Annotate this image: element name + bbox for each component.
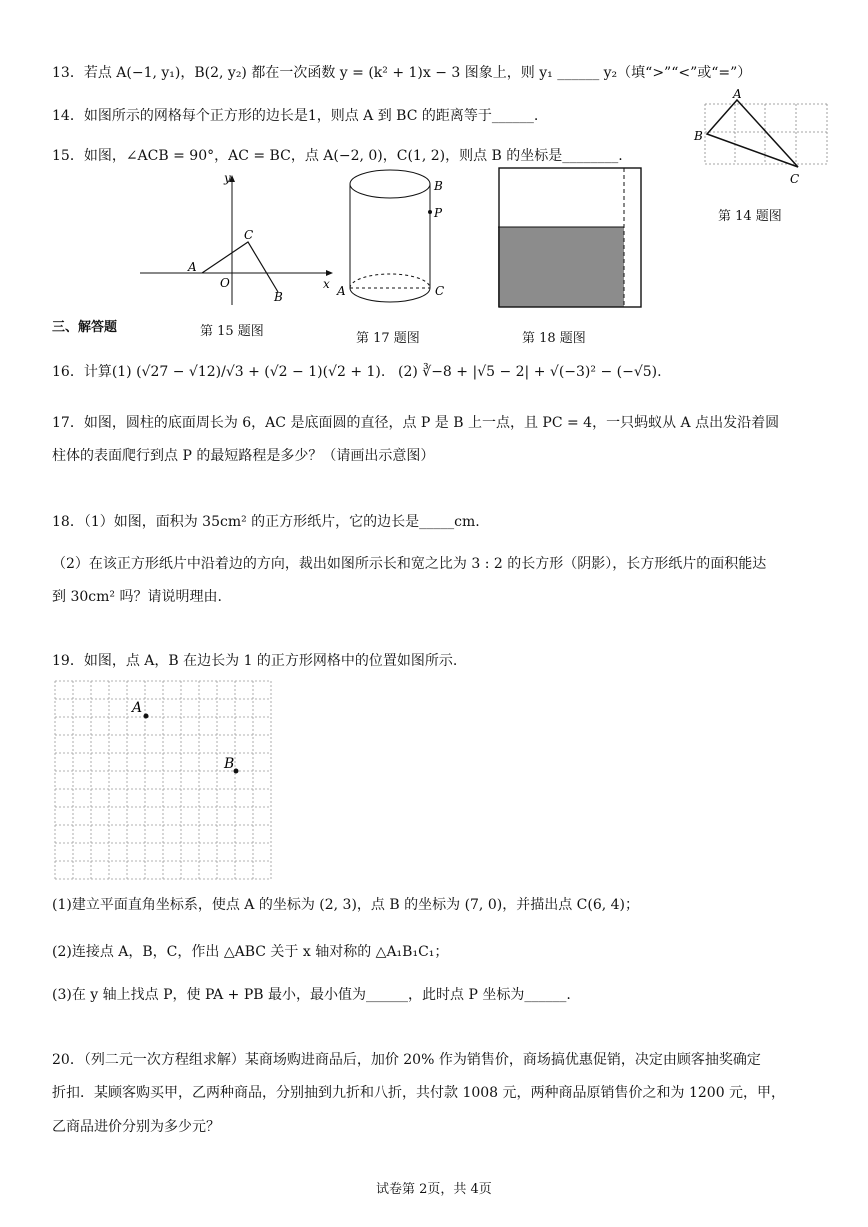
question-13: 13．若点 A(−1, y₁)，B(2, y₂) 都在一次函数 y = (k² + 1)x − 3 图象上，则 y₁ ______ y₂（填“>”“<”或“=”） <box>52 65 752 81</box>
question-18-line1: 18．（1）如图，面积为 35cm² 的正方形纸片，它的边长是_____cm. <box>52 514 480 530</box>
question-18-line3: 到 30cm² 吗？请说明理由. <box>52 589 222 605</box>
question-19-part1: (1)建立平面直角坐标系，使点 A 的坐标为 (2, 3)，点 B 的坐标为 (7, 0)，并描出点 C(6, 4)； <box>52 897 640 913</box>
question-20-line3: 乙商品进价分别为多少元？ <box>52 1119 220 1135</box>
figure-17 <box>335 162 455 312</box>
figure-19-grid <box>54 680 276 880</box>
question-19: 19．如图，点 A，B 在边长为 1 的正方形网格中的位置如图所示. <box>52 653 458 669</box>
question-16-part2: (2) ∛−8 + |√5 − 2| + √(−3)² − (−√5). <box>398 364 662 380</box>
figure-14-caption: 第 14 题图 <box>718 209 782 224</box>
point-c-label: C <box>435 284 445 298</box>
axis-x-label: x <box>323 277 330 291</box>
origin-label: O <box>220 276 230 290</box>
point-b-label: B <box>694 129 703 143</box>
question-19-part2: (2)连接点 A，B，C，作出 △ABC 关于 x 轴对称的 △A₁B₁C₁； <box>52 944 449 960</box>
point-b-label: B <box>434 179 443 193</box>
section-heading: 三、解答题 <box>52 320 118 335</box>
question-16-part1: 16．计算(1) (√27 − √12)/√3 + (√2 − 1)(√2 + 1). <box>52 364 386 380</box>
point-b-label: B <box>224 756 235 772</box>
figure-15 <box>140 170 340 310</box>
question-19-part3: (3)在 y 轴上找点 P，使 PA + PB 最小，最小值为______，此时点 P 坐标为______. <box>52 987 571 1003</box>
figure-18 <box>498 167 643 309</box>
question-20-line1: 20．（列二元一次方程组求解）某商场购进商品后，加价 20% 作为销售价，商场搞优惠促销，决定由顾客抽奖确定 <box>52 1052 761 1068</box>
question-20-line2: 折扣．某顾客购买甲，乙两种商品，分别抽到九折和八折，共付款 1008 元，两种商品原销售价之和为 1200 元，甲， <box>52 1085 786 1101</box>
figure-18-caption: 第 18 题图 <box>522 331 586 346</box>
segment-acb <box>202 242 278 292</box>
figure-15-caption: 第 15 题图 <box>200 324 264 339</box>
question-14: 14．如图所示的网格每个正方形的边长是1，则点 A 到 BC 的距离等于______. <box>52 108 539 124</box>
point-c-label: C <box>244 228 254 242</box>
point-c-label: C <box>790 172 800 186</box>
point-a-label: A <box>188 260 197 274</box>
axis-y-label: y <box>224 171 231 185</box>
point-p-label: P <box>434 206 443 220</box>
point-a-label: A <box>132 700 143 716</box>
question-17-line2: 柱体的表面爬行到点 P 的最短路程是多少？（请画出示意图） <box>52 448 435 464</box>
point-a-label: A <box>733 87 742 101</box>
point-b-label: B <box>274 290 283 304</box>
figure-17-caption: 第 17 题图 <box>356 331 420 346</box>
question-15: 15．如图，∠ACB = 90°，AC = BC，点 A(−2, 0)，C(1, 2)，则点 B 的坐标是________. <box>52 148 623 164</box>
point-a-label: A <box>337 284 346 298</box>
question-17-line1: 17．如图，圆柱的底面周长为 6，AC 是底面圆的直径，点 P 是 B 上一点，且 PC = 4，一只蚂蚁从 A 点出发沿着圆 <box>52 415 780 431</box>
figure-14 <box>694 87 830 186</box>
page-footer: 试卷第 2页，共 4页 <box>376 1182 492 1197</box>
question-18-line2: （2）在该正方形纸片中沿着边的方向，裁出如图所示长和宽之比为 3 : 2 的长方形（阴影），长方形纸片的面积能达 <box>52 556 767 572</box>
triangle-abc <box>707 100 798 167</box>
